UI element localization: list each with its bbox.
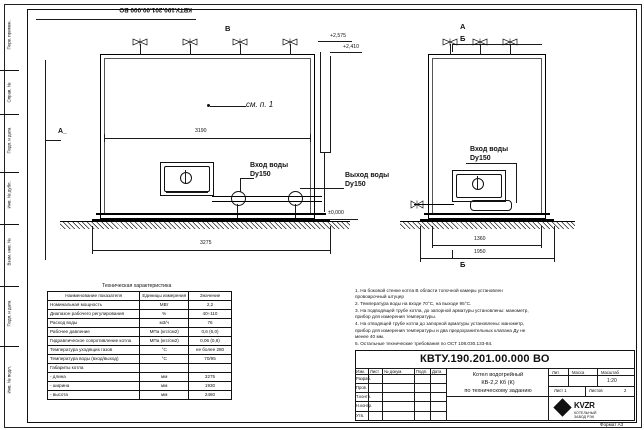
view-label-b: Б bbox=[460, 34, 466, 43]
burner-port-icon bbox=[472, 178, 484, 190]
table-row: Гидравлическое сопротивление котла МПа (кгс/см2) 0,06 (0,6) bbox=[48, 337, 232, 346]
table-row: Диапазон рабочего регулирования % 40÷110 bbox=[48, 310, 232, 319]
role-nkontr: Н.контр. bbox=[356, 403, 373, 408]
col-header-list: Лист bbox=[370, 369, 380, 374]
table-row: Номинальная мощность МВт 2,2 bbox=[48, 301, 232, 310]
title-block-code: КВТУ.190.201.00.000 ВО bbox=[420, 353, 550, 365]
table-row: Температура уходящих газов °С не более 280 bbox=[48, 346, 232, 355]
role-prov: Пров. bbox=[356, 385, 368, 390]
sheet-top-code: КВТУ.190.201.00.000 ВО bbox=[119, 6, 192, 13]
section-marker-b-bottom: Б bbox=[460, 260, 466, 269]
left-cell-label: Инв. № подл. bbox=[6, 366, 12, 394]
company-sub-2: ЗАВОД РЭК bbox=[574, 415, 595, 419]
tech-table-title: Техническая характеристика bbox=[102, 283, 172, 289]
company-sub-1: КОТЕЛЬНЫЙ bbox=[574, 411, 597, 415]
label-water-in-side: Вход воды bbox=[470, 146, 509, 153]
elevation-top2: +2,410 bbox=[343, 44, 360, 50]
view-label-v: В bbox=[225, 24, 231, 33]
valve-icon bbox=[182, 38, 199, 46]
elevation-top: +2,575 bbox=[330, 33, 347, 39]
dim-1950: 1950 bbox=[474, 249, 486, 255]
table-row: Габариты котла bbox=[48, 364, 232, 373]
table-row: - высота мм 2460 bbox=[48, 391, 232, 400]
tech-header-2: Значение bbox=[189, 292, 232, 301]
table-row: - длина мм 3275 bbox=[48, 373, 232, 382]
left-cell-label: Подп. и дата bbox=[6, 300, 12, 327]
meta-header-masshtab: Масштаб bbox=[601, 370, 619, 375]
product-name-line2: КВ-2,2 Кб (К) bbox=[481, 380, 515, 386]
role-razrab: Разраб. bbox=[356, 376, 372, 381]
note-1: 1. На боковой стенке котла В области топочной камеры установлен провоарочный штуцер bbox=[355, 288, 503, 300]
meta-header-lit: Лит. bbox=[552, 370, 560, 375]
left-cell-label: Перв. примен. bbox=[6, 20, 12, 50]
meta-header-massa: Масса bbox=[572, 370, 585, 375]
note-3: 3. На подводящей трубе котла, до запорной арматуры установлены: манометр, прибор для измерения температуры. bbox=[355, 308, 529, 320]
role-tkontr: Т.контр. bbox=[356, 394, 372, 399]
elevation-zero: ±0,000 bbox=[328, 210, 344, 216]
tech-table bbox=[47, 291, 232, 400]
left-cell-3 bbox=[0, 173, 19, 225]
note-2: 2. Температура воды на входе 70°С, на выходе 95°С. bbox=[355, 301, 472, 307]
top-code-wrap bbox=[42, 6, 192, 18]
valve-icon bbox=[282, 38, 299, 46]
left-cell-2 bbox=[0, 115, 19, 173]
label-water-in-dn: Dу150 bbox=[250, 171, 271, 178]
flange-water-in bbox=[231, 191, 246, 206]
left-cell-6 bbox=[0, 347, 19, 421]
product-name-line3: по техническому заданию bbox=[464, 388, 532, 394]
left-cell-label: Взам. инв. № bbox=[6, 238, 12, 266]
dim-3275: 3275 bbox=[200, 240, 212, 246]
burner-port-icon bbox=[180, 172, 192, 184]
table-row: Рабочее давление МПа (кгс/см2) 0,6 (6,0) bbox=[48, 328, 232, 337]
sheets-value: 2 bbox=[624, 388, 627, 393]
label-water-out: Выход воды bbox=[345, 172, 390, 179]
table-header-row bbox=[48, 292, 232, 301]
left-cell-5 bbox=[0, 287, 19, 347]
note-5: 5. Остальные технические требования по ОСТ 108.030.133-84. bbox=[355, 340, 493, 346]
col-header-izm: Изм. bbox=[356, 369, 365, 374]
tech-header-1: Единицы измерения bbox=[140, 292, 189, 301]
left-cell-4 bbox=[0, 225, 19, 287]
left-cell-label: Подп. и дата bbox=[6, 127, 12, 154]
left-cell-1 bbox=[0, 71, 19, 115]
valve-icon bbox=[232, 38, 249, 46]
dim-3190: 3190 bbox=[195, 128, 207, 134]
table-row: - ширина мм 1930 bbox=[48, 382, 232, 391]
left-cell-label: Инв. № дубл. bbox=[6, 181, 12, 209]
format-label: Формат А3 bbox=[600, 422, 624, 427]
table-row: Температура воды (вход/выход) °С 70/95 bbox=[48, 355, 232, 364]
company-logo: KVZR bbox=[574, 401, 595, 410]
valve-icon bbox=[132, 38, 149, 46]
table-row: Расход воды м3/ч 76 bbox=[48, 319, 232, 328]
product-name-line1: Котел водогрейный bbox=[472, 372, 524, 378]
leader-dot bbox=[207, 104, 210, 107]
col-header-docum: № докум. bbox=[384, 369, 403, 374]
valve-icon bbox=[502, 38, 519, 46]
col-header-podp: Подп. bbox=[416, 369, 428, 374]
role-utv: Утв. bbox=[356, 413, 364, 418]
left-cell-0 bbox=[0, 9, 19, 71]
note-4: 4. На отводящей трубе котла до запорной арматуры установлены: манометр, прибор для измерения температуры и два предохранительных клапана Ду не менее 40 мм. bbox=[355, 321, 526, 339]
scale-value: 1:20 bbox=[607, 378, 617, 384]
valve-icon bbox=[472, 38, 489, 46]
dim-1360: 1360 bbox=[474, 236, 486, 242]
sheets-label: Листов bbox=[589, 388, 603, 393]
label-water-out-dn: Dу150 bbox=[345, 181, 366, 188]
view-label-a: А bbox=[460, 22, 466, 31]
valve-icon bbox=[410, 200, 424, 209]
note-see-item-1: см. п. 1 bbox=[246, 100, 274, 109]
left-cell-label: Справ. № bbox=[6, 82, 12, 103]
section-marker-a: A_ bbox=[58, 128, 67, 135]
label-water-in: Вход воды bbox=[250, 162, 289, 169]
label-water-in-dn-side: Dу150 bbox=[470, 155, 491, 162]
sheet-number: Лист 1 bbox=[554, 388, 567, 393]
technical-notes bbox=[355, 288, 533, 348]
tech-header-0: Наименование показателя bbox=[48, 292, 140, 301]
col-header-data: Дата bbox=[432, 369, 442, 374]
valve-icon bbox=[442, 38, 459, 46]
side-drum bbox=[470, 200, 512, 211]
